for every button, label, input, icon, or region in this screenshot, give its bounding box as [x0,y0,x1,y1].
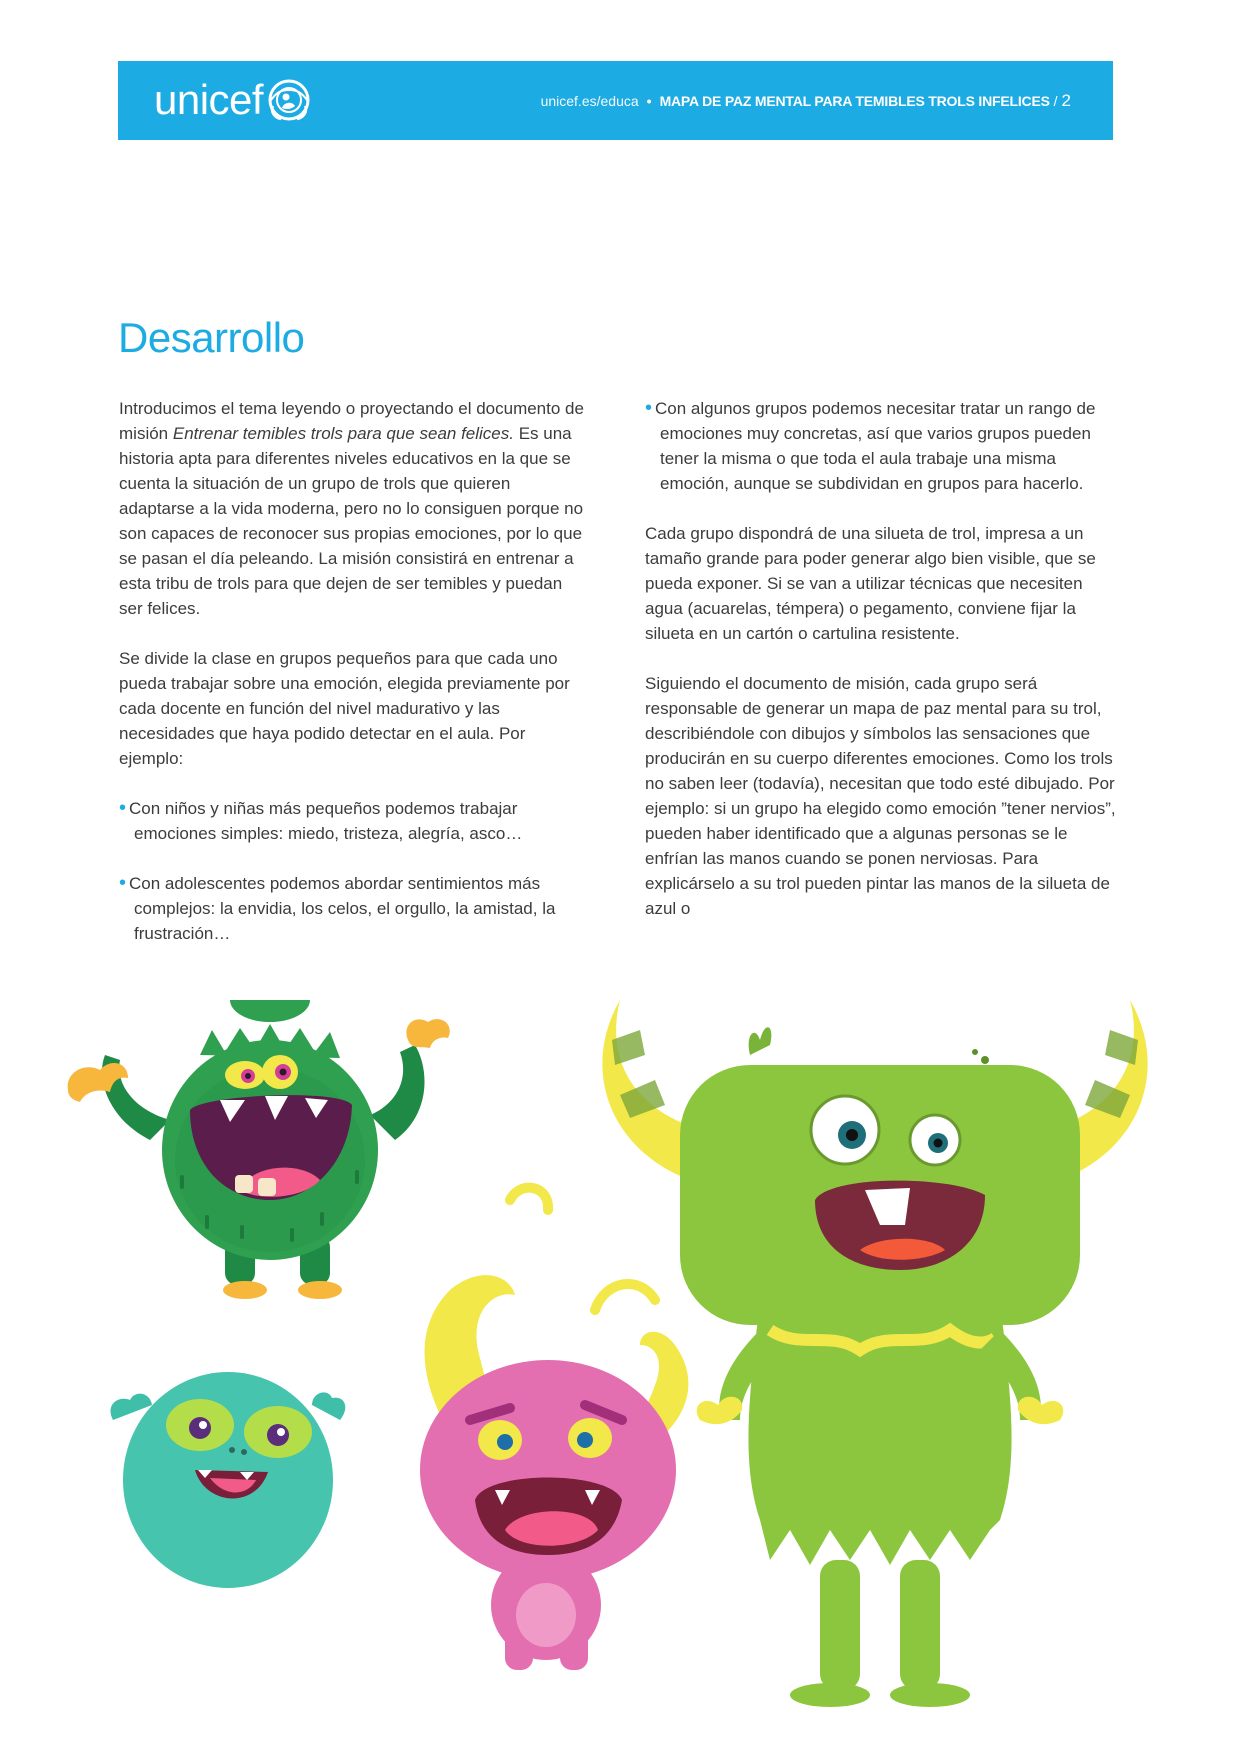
paragraph-intro-text-b: Es una historia apta para diferentes niveles educativos en la que se cuenta la situación de un grupo de trols que quieren adaptarse a la vida moderna, pero no lo consiguen porque no son capaces de reconocer sus propias emociones, por lo que se pasan el día peleando. La misión consistirá en entrenar a esta tribu de trols para que dejen de ser temibles y puedan ser felices. [119,424,584,618]
mission-document-title: Entrenar temibles trols para que sean felices. [172,424,514,443]
teal-blob-monster-illustration [111,1372,346,1588]
paragraph-groups: Se divide la clase en grupos pequeños para que cada uno pueda trabajar sobre una emoción, elegida previamente por cada docente en función del nivel madurativo y las necesidades que haya podido detectar en el aula. Por ejemplo: [119,649,570,768]
site-link[interactable]: unicef.es/educa [540,93,639,109]
logo-wordmark: unicef [154,76,264,123]
unicef-logo[interactable] [154,75,313,125]
right-column [645,396,1120,946]
page-separator: / [1053,93,1058,109]
pink-monster-illustration [420,1188,688,1670]
header-separator: • [646,93,652,109]
list-item-text: Con adolescentes podemos abordar sentimientos más complejos: la envidia, los celos, el orgullo, la amistad, la frustración… [129,874,556,943]
monsters-illustration [0,1000,1241,1754]
bullet-icon: • [119,872,127,894]
bullet-icon: • [645,397,653,419]
unicef-emblem-icon [265,76,313,124]
section-title: Desarrollo [118,314,305,361]
left-column [119,396,589,971]
paragraph-intro-text-a: Introducimos el tema leyendo o proyectando el documento de misión [119,399,584,443]
document-title: MAPA DE PAZ MENTAL PARA TEMIBLES TROLS INFELICES [659,93,1050,109]
list-item [645,396,1120,496]
paragraph-silhouette: Cada grupo dispondrá de una silueta de trol, impresa a un tamaño grande para poder generar algo bien visible, que se pueda exponer. Si se van a utilizar técnicas que necesiten agua (acuarelas, témpera) o pegamento, conviene fijar la silueta en un cartón o cartulina resistente. [645,524,1096,643]
header-doc-info [541,91,1071,111]
green-furry-monster-illustration [68,1000,450,1299]
big-green-monster-illustration [602,1000,1147,1707]
list-item [119,871,589,946]
header-bar [118,61,1113,140]
paragraph-intro [119,396,589,621]
list-item-text: Con algunos grupos podemos necesitar tratar un rango de emociones muy concretas, así que varios grupos pueden tener la misma o que toda el aula trabaje una misma emoción, aunque se subdividan en grupos para hacerlo. [655,399,1096,493]
list-item [119,796,589,846]
paragraph-peace-map: Siguiendo el documento de misión, cada grupo será responsable de generar un mapa de paz mental para su trol, describiéndole con dibujos y símbolos las sensaciones que producirán en su cuerpo diferentes emociones. Como los trols no saben leer (todavía), necesitan que todo esté dibujado. Por ejemplo: si un grupo ha elegido como emoción ”tener nervios”, pueden haber identificado que a algunas personas se le enfrían las manos cuando se ponen nerviosas. Para explicárselo a su trol pueden pintar las manos de la silueta de azul o [645,674,1116,918]
page-number: 2 [1061,91,1071,110]
list-item-text: Con niños y niñas más pequeños podemos trabajar emociones simples: miedo, tristeza, alegría, asco… [129,799,523,843]
bullet-icon: • [119,797,127,819]
